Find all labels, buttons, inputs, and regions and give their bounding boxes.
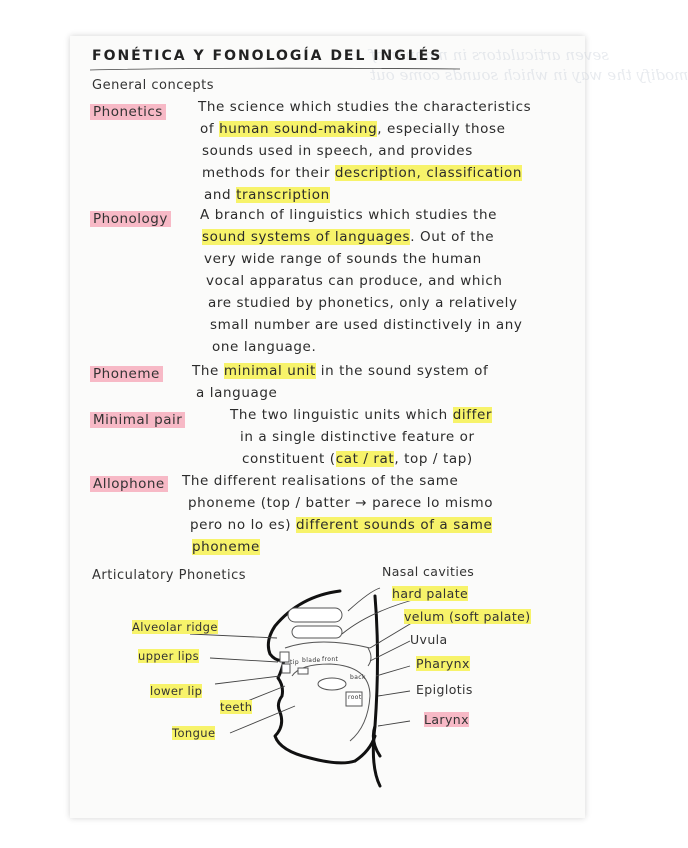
label-velum: velum (soft palate) — [404, 609, 531, 624]
definition-line: The two linguistic units which differ — [230, 407, 493, 423]
label-tongue-blade: blade — [302, 657, 321, 664]
definition-line: small number are used distinctively in any — [210, 317, 523, 333]
bleed-through-text: seven articulators in manner of — [370, 46, 609, 64]
definition-line: phoneme (top / batter → parece lo mismo — [188, 495, 494, 511]
definition-line: sounds used in speech, and provides — [202, 143, 473, 159]
definition-line: are studied by phonetics, only a relatively — [208, 295, 518, 311]
term-phoneme: Phoneme — [90, 366, 163, 382]
bleed-through-text: modify the way in which sounds come out — [370, 66, 688, 84]
label-tongue-front: front — [322, 656, 339, 663]
definition-line: vocal apparatus can produce, and which — [206, 273, 503, 289]
definition-line: in a single distinctive feature or — [240, 429, 475, 445]
definition-line: methods for their description, classification — [202, 165, 523, 181]
definition-line: sound systems of languages. Out of the — [202, 229, 495, 245]
label-tongue: Tongue — [172, 726, 216, 740]
definition-line: phoneme — [192, 539, 260, 555]
label-alveolar-ridge: Alveolar ridge — [132, 620, 218, 634]
definition-line: one language. — [212, 339, 317, 355]
label-tongue-back: back — [350, 674, 366, 681]
label-tongue-tip: tip — [290, 659, 300, 666]
definition-line: constituent (cat / rat, top / tap) — [242, 451, 473, 467]
page-title: FONÉTICA Y FONOLOGÍA DEL INGLÉS — [92, 48, 443, 64]
definition-line: of human sound-making, especially those — [200, 121, 506, 137]
definition-line: very wide range of sounds the human — [204, 251, 482, 267]
definition-line: a language — [196, 385, 278, 401]
label-tongue-root: root — [348, 694, 362, 701]
definition-line: and transcription — [204, 187, 330, 203]
term-allophone: Allophone — [90, 476, 168, 492]
label-lower-lip: lower lip — [150, 684, 203, 698]
label-hard-palate: hard palate — [392, 586, 469, 601]
definition-line: The science which studies the characteristics — [198, 99, 532, 115]
definition-line: The minimal unit in the sound system of — [192, 363, 489, 379]
notebook-page — [70, 36, 688, 818]
label-nasal-cavities: Nasal cavities — [382, 564, 475, 579]
term-phonology: Phonology — [90, 211, 171, 227]
definition-line: The different realisations of the same — [182, 473, 459, 489]
label-larynx: Larynx — [424, 712, 469, 727]
section-heading-articulatory: Articulatory Phonetics — [92, 568, 247, 583]
label-teeth: teeth — [220, 700, 253, 714]
label-uvula: Uvula — [410, 632, 448, 647]
definition-line: A branch of linguistics which studies the — [200, 207, 498, 223]
label-epiglotis: Epiglotis — [416, 682, 473, 697]
section-heading-general: General concepts — [92, 78, 214, 93]
definition-line: pero no lo es) different sounds of a same — [190, 517, 493, 533]
label-pharynx: Pharynx — [416, 656, 470, 671]
term-phonetics: Phonetics — [90, 104, 166, 120]
vocal-tract-diagram — [70, 36, 585, 818]
term-minimal-pair: Minimal pair — [90, 412, 185, 428]
label-upper-lips: upper lips — [138, 649, 200, 663]
